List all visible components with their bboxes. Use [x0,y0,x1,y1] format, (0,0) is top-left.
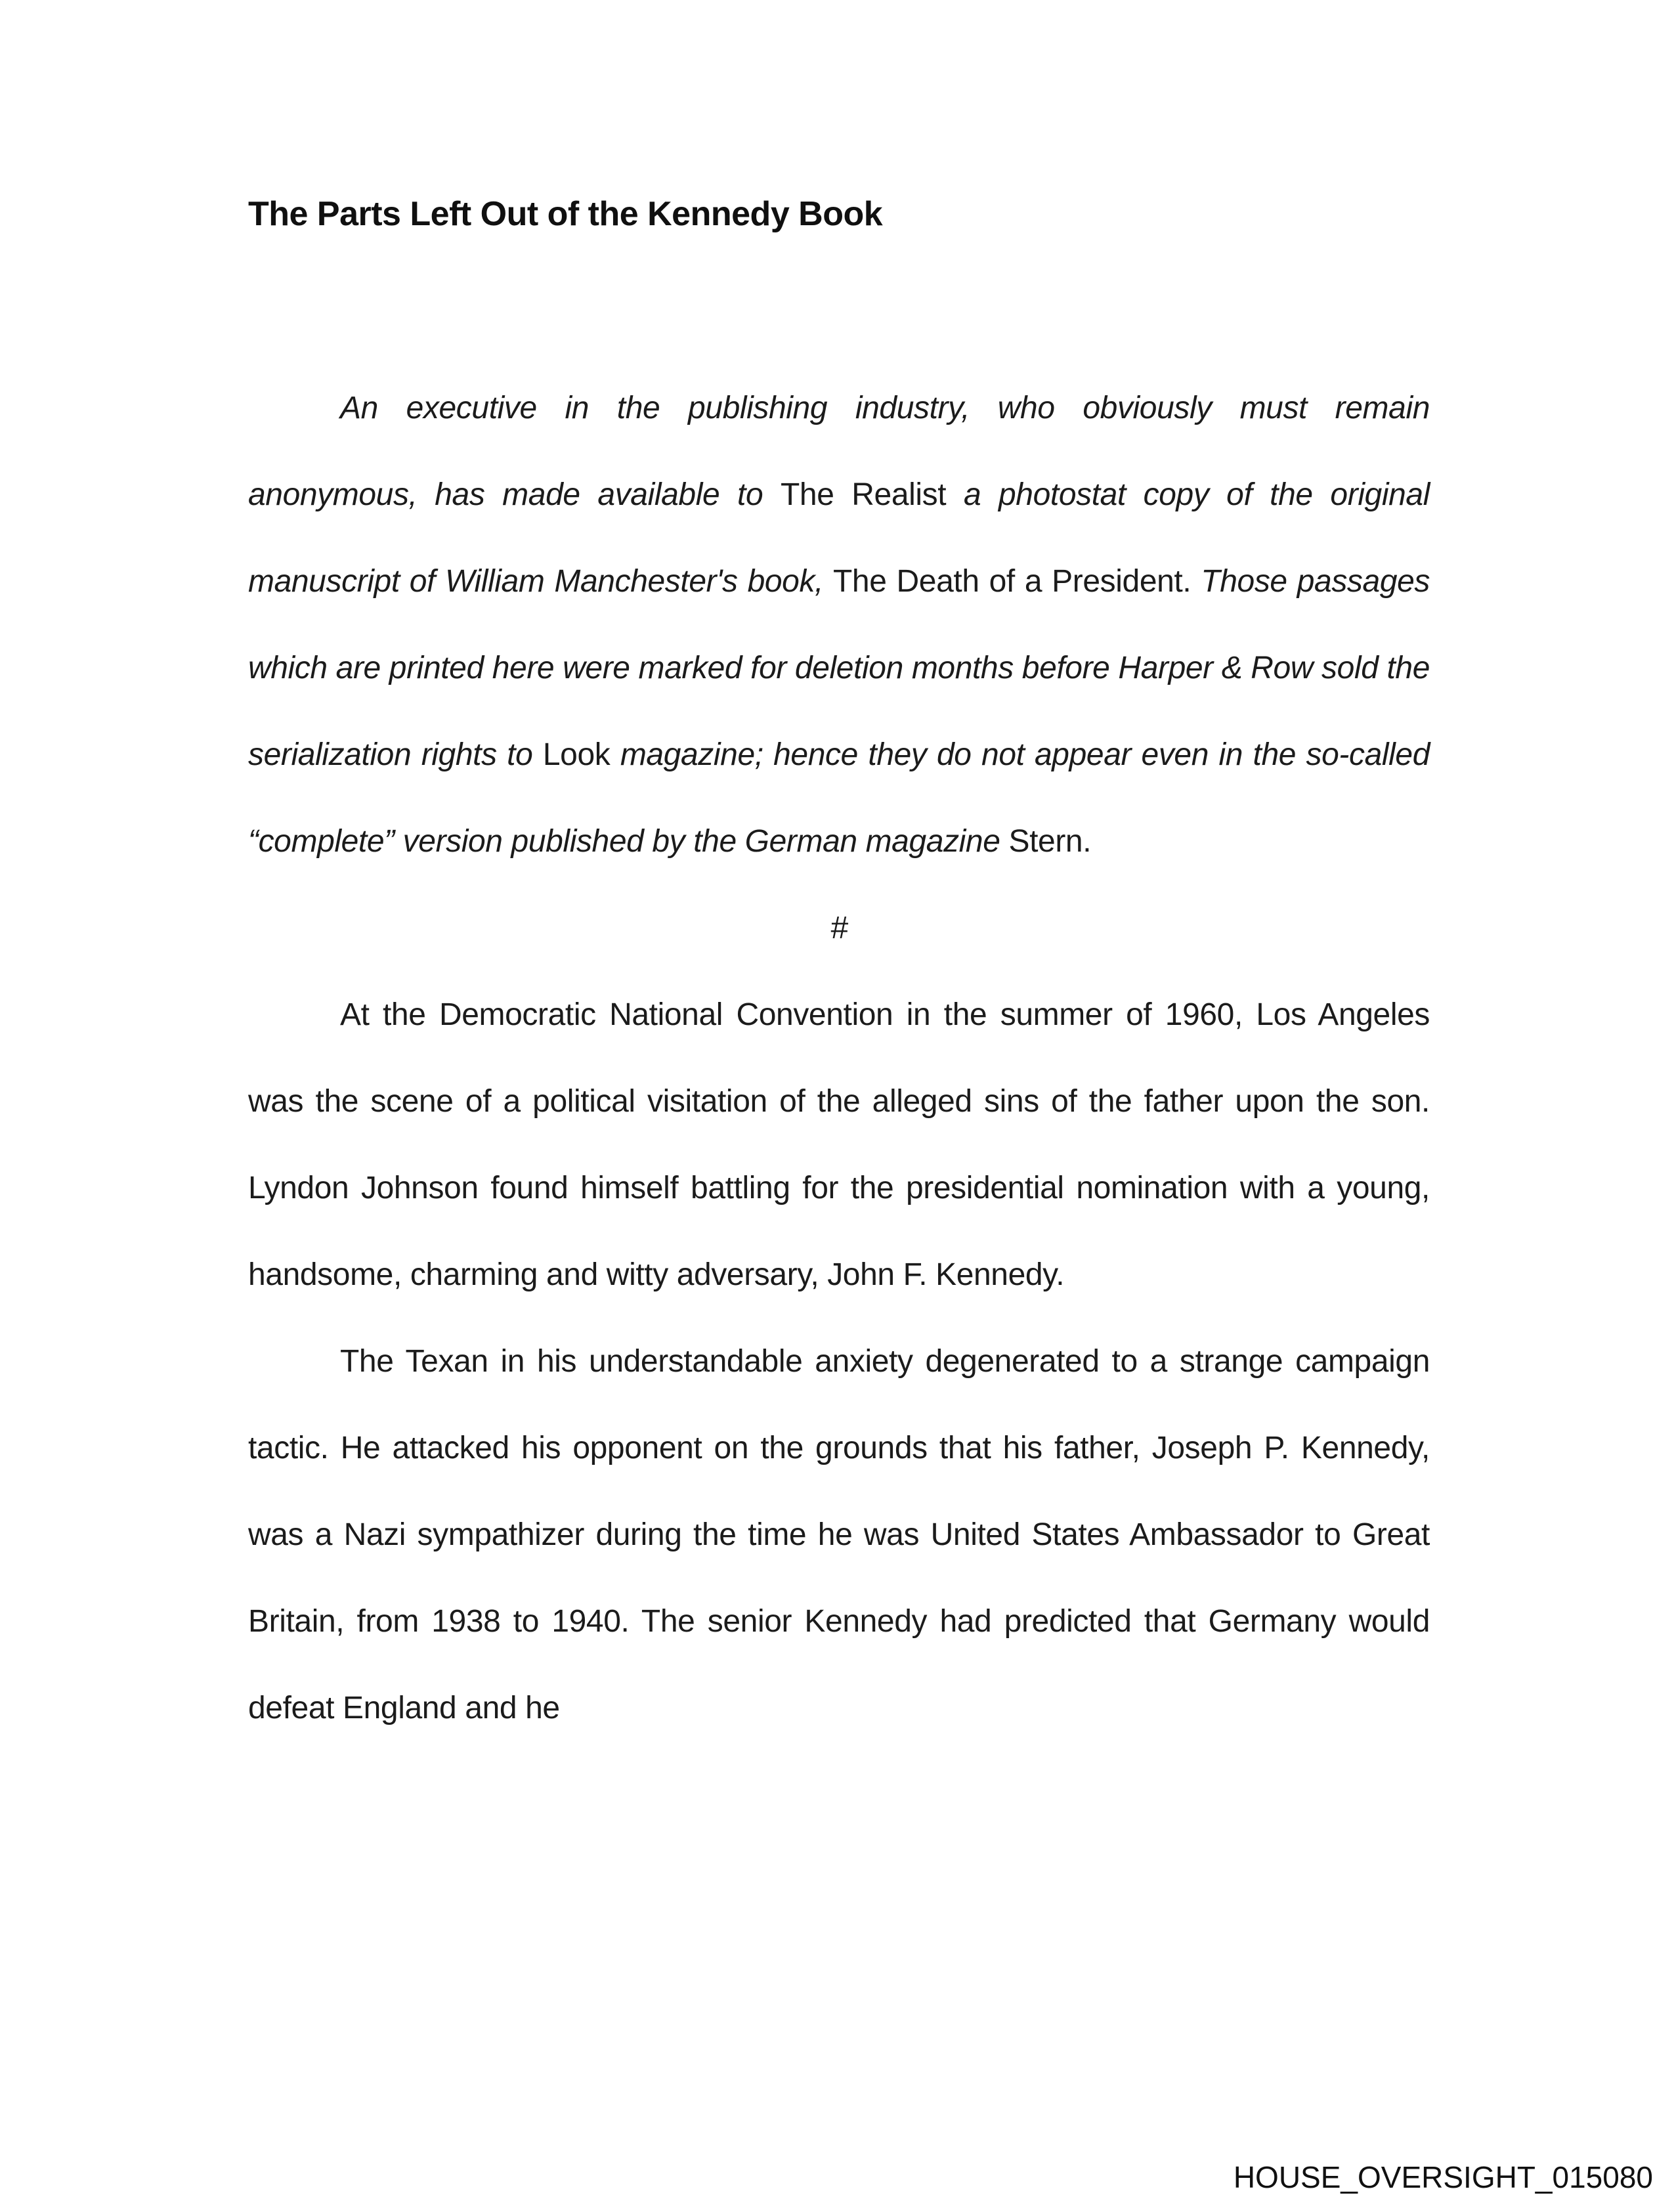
intro-segment-roman: The Death of a President. [833,564,1201,599]
document-title: The Parts Left Out of the Kennedy Book [248,195,883,233]
intro-segment-italic: Those passages which are printed here were marked for deletion months before Harper & Row sold the serialization rights to [248,564,1430,772]
intro-segment-roman: The Realist [781,477,964,512]
section-divider: # [830,911,848,945]
intro-paragraph [248,365,1430,885]
intro-segment-italic: a photostat copy of the original manuscript of William Manchester's book, [248,477,1430,599]
body-paragraph: The Texan in his understandable anxiety degenerated to a strange campaign tactic. He attacked his opponent on the grounds that his father, Joseph P. Kennedy, was a Nazi sympathizer during the time he was United States Ambassador to Great Britain, from 1938 to 1940. The senior Kennedy had predicted that Germany would defeat England and he [248,1344,1430,1725]
intro-segment-roman: Look [542,737,620,772]
bates-number: HOUSE_OVERSIGHT_015080 [1233,2160,1653,2194]
document-body [248,365,1430,1752]
intro-segment-italic: An executive in the publishing industry, who obviously must remain anonymous, has made available to [248,391,1430,512]
intro-segment-italic: magazine; hence they do not appear even in the so-called “complete” version published by the German magazine [248,737,1430,859]
body-paragraph: At the Democratic National Convention in the summer of 1960, Los Angeles was the scene of a political visitation of the alleged sins of the father upon the son. Lyndon Johnson found himself battling for the presidential nomination with a young, handsome, charming and witty adversary, John F. Kennedy. [248,997,1430,1292]
intro-segment-roman: Stern. [1008,824,1092,859]
